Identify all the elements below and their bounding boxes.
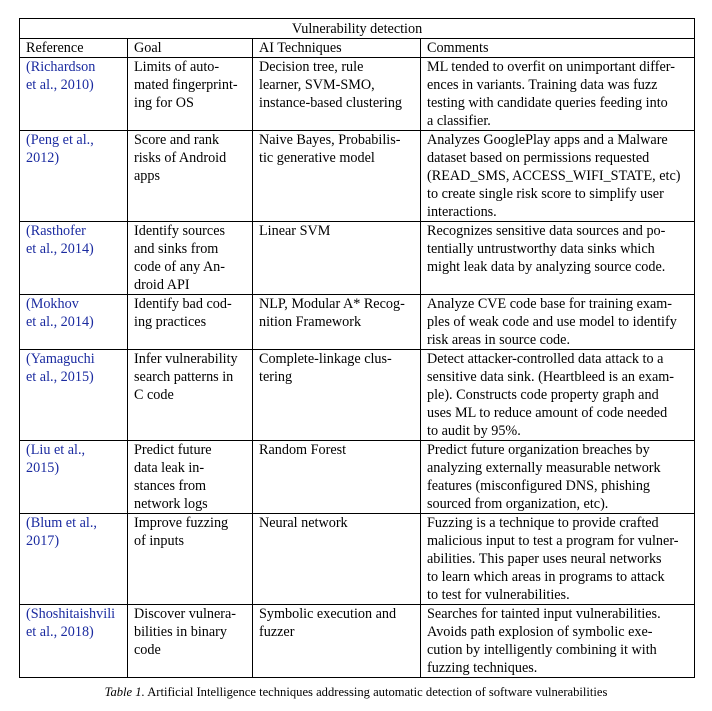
comments-line: Detect attacker-controlled data attack to a: [427, 351, 664, 367]
goal-line: stances from: [134, 478, 207, 494]
comments-line: ples of weak code and use model to identify: [427, 314, 677, 330]
vulnerability-table: [19, 18, 695, 678]
comments-line: Avoids path explosion of symbolic exe-: [427, 624, 653, 640]
caption-label: Table 1.: [104, 685, 145, 699]
techniques-cell: [253, 295, 421, 350]
comments-line: sourced from organization, etc).: [427, 496, 609, 512]
goal-line: code: [134, 642, 161, 658]
goal-line: C code: [134, 387, 174, 403]
goal-line: Score and rank: [134, 132, 220, 148]
table-row: [20, 295, 695, 350]
comments-line: fuzzing techniques.: [427, 660, 538, 676]
reference-line: (Peng et al.,: [26, 132, 94, 148]
comments-line: testing with candidate queries feeding into: [427, 95, 668, 111]
reference-cell[interactable]: [20, 295, 128, 350]
techniques-cell: [253, 58, 421, 131]
table-body: [20, 58, 695, 678]
header-ai-techniques: AI Techniques: [253, 39, 421, 58]
goal-line: apps: [134, 168, 161, 184]
table-title: Vulnerability detection: [20, 19, 695, 39]
goal-line: Identify bad cod-: [134, 296, 232, 312]
reference-line: 2015): [26, 460, 60, 476]
reference-line: (Richardson: [26, 59, 96, 75]
reference-line: et al., 2018): [26, 624, 94, 640]
comments-cell: [421, 441, 695, 514]
techniques-line: fuzzer: [259, 624, 295, 640]
comments-line: to learn which areas in programs to attack: [427, 569, 665, 585]
techniques-cell: [253, 514, 421, 605]
techniques-line: learner, SVM-SMO,: [259, 77, 375, 93]
caption-text: Artificial Intelligence techniques addressing automatic detection of software vulnerabilities: [147, 685, 608, 699]
reference-line: 2012): [26, 150, 60, 166]
comments-line: Analyze CVE code base for training exam-: [427, 296, 673, 312]
comments-line: Fuzzing is a technique to provide crafted: [427, 515, 659, 531]
goal-cell: [128, 441, 253, 514]
comments-line: Recognizes sensitive data sources and po-: [427, 223, 666, 239]
reference-cell[interactable]: [20, 514, 128, 605]
techniques-line: tic generative model: [259, 150, 375, 166]
techniques-cell: [253, 222, 421, 295]
comments-cell: [421, 222, 695, 295]
table-row: [20, 605, 695, 678]
comments-line: tentially untrustworthy data sinks which: [427, 241, 655, 257]
goal-line: ing for OS: [134, 95, 194, 111]
comments-line: interactions.: [427, 204, 497, 220]
table-row: [20, 350, 695, 441]
comments-line: ple). Constructs code property graph and: [427, 387, 659, 403]
techniques-cell: [253, 605, 421, 678]
reference-line: (Rasthofer: [26, 223, 86, 239]
comments-line: Searches for tainted input vulnerabilities.: [427, 606, 661, 622]
goal-line: risks of Android: [134, 150, 227, 166]
goal-cell: [128, 58, 253, 131]
comments-cell: [421, 514, 695, 605]
reference-cell[interactable]: [20, 222, 128, 295]
reference-cell[interactable]: [20, 605, 128, 678]
goal-line: of inputs: [134, 533, 185, 549]
reference-line: et al., 2014): [26, 241, 94, 257]
comments-line: to create single risk score to simplify user: [427, 186, 664, 202]
comments-line: cution by intelligently combining it with: [427, 642, 657, 658]
header-comments: Comments: [421, 39, 695, 58]
goal-cell: [128, 295, 253, 350]
table-caption: [0, 685, 712, 700]
techniques-line: instance-based clustering: [259, 95, 403, 111]
goal-line: Limits of auto-: [134, 59, 220, 75]
reference-cell[interactable]: [20, 131, 128, 222]
reference-cell[interactable]: [20, 350, 128, 441]
techniques-cell: [253, 350, 421, 441]
comments-line: might leak data by analyzing source code.: [427, 259, 666, 275]
goal-line: data leak in-: [134, 460, 205, 476]
goal-line: droid API: [134, 277, 190, 293]
reference-line: et al., 2014): [26, 314, 94, 330]
comments-cell: [421, 350, 695, 441]
reference-line: et al., 2010): [26, 77, 94, 93]
goal-line: search patterns in: [134, 369, 234, 385]
goal-line: ing practices: [134, 314, 207, 330]
reference-line: (Blum et al.,: [26, 515, 97, 531]
techniques-line: NLP, Modular A* Recog-: [259, 296, 405, 312]
comments-line: ML tended to overfit on unimportant differ-: [427, 59, 675, 75]
goal-line: bilities in binary: [134, 624, 227, 640]
comments-line: features (misconfigured DNS, phishing: [427, 478, 651, 494]
goal-line: and sinks from: [134, 241, 219, 257]
techniques-line: nition Framework: [259, 314, 362, 330]
techniques-line: Random Forest: [259, 442, 347, 458]
comments-line: (READ_SMS, ACCESS_WIFI_STATE, etc): [427, 168, 681, 184]
techniques-line: Decision tree, rule: [259, 59, 364, 75]
reference-line: (Yamaguchi: [26, 351, 95, 367]
comments-line: uses ML to reduce amount of code needed: [427, 405, 668, 421]
goal-line: Improve fuzzing: [134, 515, 229, 531]
techniques-line: Linear SVM: [259, 223, 331, 239]
reference-cell[interactable]: [20, 441, 128, 514]
goal-line: Predict future: [134, 442, 212, 458]
comments-line: dataset based on permissions requested: [427, 150, 650, 166]
goal-cell: [128, 131, 253, 222]
table-row: [20, 58, 695, 131]
reference-line: (Shoshitaishvili: [26, 606, 116, 622]
table-row: [20, 131, 695, 222]
comments-line: risk areas in source code.: [427, 332, 570, 348]
comments-line: Predict future organization breaches by: [427, 442, 650, 458]
reference-line: 2017): [26, 533, 60, 549]
techniques-line: tering: [259, 369, 293, 385]
goal-cell: [128, 350, 253, 441]
comments-cell: [421, 131, 695, 222]
table-row: [20, 441, 695, 514]
goal-line: mated fingerprint-: [134, 77, 238, 93]
header-reference: Reference: [20, 39, 128, 58]
techniques-line: Symbolic execution and: [259, 606, 397, 622]
goal-line: network logs: [134, 496, 208, 512]
comments-cell: [421, 58, 695, 131]
comments-line: analyzing externally measurable network: [427, 460, 661, 476]
techniques-line: Naive Bayes, Probabilis-: [259, 132, 401, 148]
techniques-line: Complete-linkage clus-: [259, 351, 392, 367]
goal-line: code of any An-: [134, 259, 226, 275]
goal-cell: [128, 514, 253, 605]
goal-cell: [128, 605, 253, 678]
goal-cell: [128, 222, 253, 295]
comments-line: abilities. This paper uses neural networks: [427, 551, 662, 567]
table-title-row: [20, 19, 695, 39]
comments-cell: [421, 605, 695, 678]
goal-line: Infer vulnerability: [134, 351, 238, 367]
reference-cell[interactable]: [20, 58, 128, 131]
comments-line: Analyzes GooglePlay apps and a Malware: [427, 132, 668, 148]
comments-line: malicious input to test a program for vulner-: [427, 533, 679, 549]
reference-line: (Liu et al.,: [26, 442, 86, 458]
comments-line: to audit by 95%.: [427, 423, 521, 439]
table-row: [20, 222, 695, 295]
table-header-row: [20, 39, 695, 58]
comments-line: sensitive data sink. (Heartbleed is an exam-: [427, 369, 675, 385]
reference-line: (Mokhov: [26, 296, 79, 312]
header-goal: Goal: [128, 39, 253, 58]
comments-cell: [421, 295, 695, 350]
techniques-line: Neural network: [259, 515, 348, 531]
techniques-cell: [253, 441, 421, 514]
comments-line: to test for vulnerabilities.: [427, 587, 570, 603]
techniques-cell: [253, 131, 421, 222]
goal-line: Discover vulnera-: [134, 606, 237, 622]
goal-line: Identify sources: [134, 223, 226, 239]
reference-line: et al., 2015): [26, 369, 94, 385]
comments-line: ences in variants. Training data was fuzz: [427, 77, 658, 93]
comments-line: a classifier.: [427, 113, 491, 129]
table-row: [20, 514, 695, 605]
